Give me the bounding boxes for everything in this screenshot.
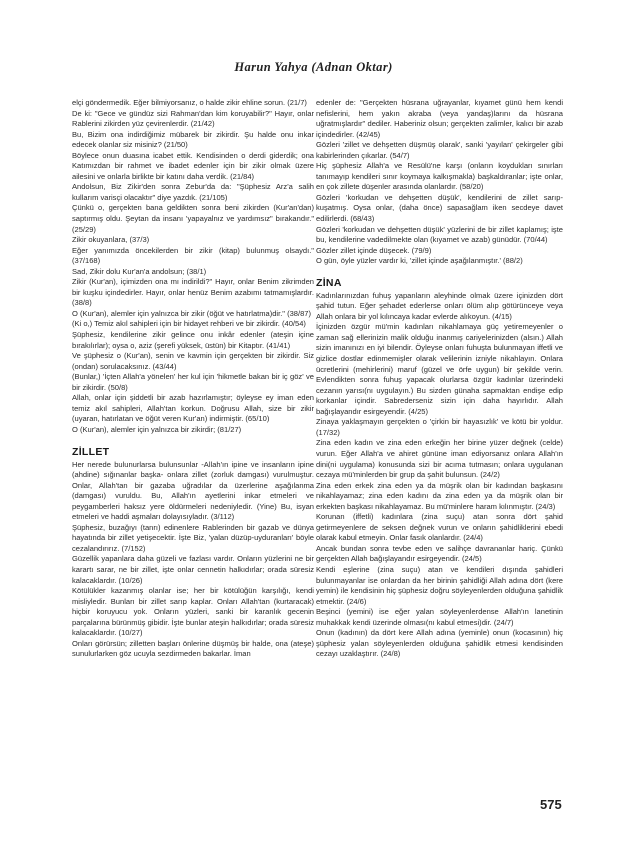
verse-paragraph: Gözler zillet içinde düşecek. (79/9)	[316, 245, 432, 255]
verse-paragraph: Onları görürsün; zilletten başları önlerine düşmüş bir halde, ona (ateşe) sunulurlarken göz ucuyla sezdirmeden bakarlar. İman	[72, 638, 314, 659]
verse-paragraph: Zina eden erkek zina eden ya da müşrik olan bir kadından başkasını nikahlayamaz; zina eden kadını da zina eden ya da müşrik olan bir erkekten başkası nikahlayamaz. Bu mü'minlere haram kılınmıştır. (24/3)	[316, 480, 563, 511]
zina-verses	[316, 291, 563, 660]
verse-paragraph: Allah, onlar için şiddetli bir azab hazırlamıştır; öyleyse ey iman eden temiz akıl sahipleri, Allah'tan korkun. Doğrusu Allah, size bir zikir (uyaran, hatırlatan ve öğüt veren Kur'an) indirmiştir. (65/10)	[72, 393, 314, 424]
verse-paragraph: Beşinci (yemini) ise eğer yalan söyleyenlerdense Allah'ın lanetinin muhakkak kendi üzerinde olması(nı kabul etmesi)dir. (24/7)	[316, 607, 563, 627]
zikir-verses	[72, 98, 314, 436]
verse-paragraph: Gözleri 'zillet ve dehşetten düşmüş olarak', sanki 'yayılan' çekirgeler gibi kabirlerinden çıkarlar. (54/7)	[316, 140, 563, 160]
left-column	[72, 98, 314, 660]
verse-paragraph: İçinizden özgür mü'min kadınları nikahlamaya güç yetiremeyenler o zaman sağ ellerinizin malik olduğu inanmış cariyelerinizden (alsın.) Allah sizin imanınızı en iyi bilendir. Öyleyse onları fuhuşta bulunmayan iffetli ve gizlice dostlar edinmemişler olarak velilerinin izniyle nikahlayın. Onlara ücretlerini (mehirlerini) maruf (güzel ve örfe uygun) bir şekilde verin. Evlendikten sonra fuhuş yapacak olurlarsa özgür kadınlar üzerindeki cezanın yarısı(nı uygulayın.) Bu sizden günaha sapmaktan endişe edip korkanlar içindir. Sabrederseniz sizin için daha hayırlıdır. Allah bağışlayandır esirgeyendir. (4/25)	[316, 322, 563, 416]
verse-paragraph: Her nerede bulunurlarsa bulunsunlar -Allah'ın ipine ve insanların ipine (ahdine) sığınanlar başka- onlara zillet (zorluk damgası) vurulmuştur. Onlar, Allah'tan bir gazaba uğradılar da üzerlerine aşağılanma (damgası) vuruldu. Bu, Allah'ın ayetlerini inkar etmeleri ve peygamberleri haksız yere öldürmeleri nedeniyledir. (Yine) Bu, isyan etmeleri ve haddi aşmaları dolayısıyladır. (3/112)	[72, 459, 314, 522]
verse-paragraph: Kötülükler kazanmış olanlar ise; her bir kötülüğün karşılığı, kendi misliyledir. Bunları bir zillet sarıp kaplar. Onları Allah'tan (kurtaracak) hiçbir koruyucu yok. Onların yüzleri, sanki bir karanlık gecenin parçalarına bürünmüş gibidir. İşte bunlar ateşin halkıdırlar; orada süresiz kalacaklardır. (10/27)	[72, 586, 314, 638]
verse-paragraph: Güzellik yapanlara daha güzeli ve fazlası vardır. Onların yüzlerini ne bir karartı sarar, ne bir zillet, işte onlar cennetin halkıdırlar; orada süresiz kalacaklardır. (10/26)	[72, 554, 314, 585]
page-number: 575	[540, 797, 562, 812]
verse-paragraph: Ancak bundan sonra tevbe eden ve salihçe davrananlar hariç. Çünkü gerçekten Allah bağışlayandır esirgeyendir. (24/5)	[316, 543, 563, 564]
verse-paragraph: Gözleri 'korkudan ve dehşetten düşük' yüzlerini de bir zillet kaplamış; işte bu, kendilerine vadedilmekte olan (kıyamet ve azab) günüdür. (70/44)	[316, 224, 563, 245]
verse-paragraph: (Ki o,) Temiz akıl sahipleri için bir hidayet rehberi ve bir zikirdir. (40/54)	[72, 319, 306, 329]
verse-paragraph: Sad, Zikir dolu Kur'an'a andolsun; (38/1)	[72, 266, 207, 276]
verse-paragraph: Bu, Bizim ona indirdiğimiz mübarek bir zikirdir. Şu halde onu inkar edecek olanlar siz misiniz? (21/50)	[72, 129, 314, 150]
verse-paragraph: Şüphesiz, kendilerine zikir gelince onu inkâr edenler (ateşin içine bırakılırlar); oysa o, aziz (şerefi yüksek, üstün) bir Kitaptır. (41/41)	[72, 330, 314, 350]
section-heading-zillet: ZİLLET	[72, 445, 110, 458]
running-header: Harun Yahya (Adnan Oktar)	[234, 60, 393, 74]
verse-paragraph: O (Kur'an), alemler için yalnızca bir zikirdir; (81/27)	[72, 424, 242, 434]
verse-paragraph: Kendi eşlerine (zina suçu) atan ve kendileri dışında şahidleri bulunmayanlar ise onlardan da her birinin şahidliği Allah adına dört (kere yemin) ile kendisinin hiç şüphesiz doğru söyleyenlerden olduğuna şahidlik etmektir. (24/6)	[316, 564, 563, 606]
zillet-verses-continued	[316, 98, 563, 267]
verse-paragraph: Böylece onun duasına icabet ettik. Kendisinden o derdi giderdik; ona Katımızdan bir rahmet ve ibadet edenler için bir zikir olmak üzere ailesini ve onlarla birlikte bir katını daha verdik. (21/84)	[72, 150, 314, 181]
verse-paragraph: O (Kur'an), alemler için yalnızca bir zikir (öğüt ve hatırlatma)dir." (38/87)	[72, 308, 311, 318]
verse-paragraph: Zikir okuyanlara, (37/3)	[72, 235, 150, 245]
verse-paragraph: Gözleri 'korkudan ve dehşetten düşük', kendilerini de zillet sarıp-kuşatmış. Oysa onlar, (daha önce) sapasağlam iken secdeye davet edilirlerdi. (68/43)	[316, 192, 563, 224]
zillet-verses	[72, 460, 314, 660]
verse-paragraph: Korunan (iffetli) kadınlara (zina suçu) atan sonra dört şahid getirmeyenlere de seksen değnek vurun ve onların şahidliklerini ebedi olarak kabul etmeyin. Onlar fasık olanlardır. (24/4)	[316, 512, 563, 543]
verse-paragraph: De ki: "Gece ve gündüz sizi Rahman'dan kim koruyabilir?" Hayır, onlar Rablerini zikirden yüz çevirenlerdir. (21/42)	[72, 108, 314, 129]
verse-paragraph: Onun (kadının) da dört kere Allah adına (yeminle) onun (kocasının) hiç şüphesiz yalan söyleyenlerden olduğuna şahidlik etmesi kendisinden cezayı uzaklaştırır. (24/8)	[316, 628, 563, 659]
verse-paragraph: Andolsun, Biz Zikir'den sonra Zebur'da da: "Şüphesiz Arz'a salih kullarım varisçi olacaktır" diye yazdık. (21/105)	[72, 182, 314, 202]
verse-paragraph: edenler de: "Gerçekten hüsrana uğrayanlar, kıyamet günü hem kendi nefislerini, hem yakın akraba (veya yandaş)larını da hüsrana uğratmışlardır" dediler. Haberiniz olsun; gerçekten zalimler, kalıcı bir azab içindedirler. (42/45)	[316, 98, 563, 139]
verse-paragraph: (Bunlar,) 'İçten Allah'a yönelen' her kul için 'hikmetle bakan bir iç göz' ve bir zikirdir. (50/8)	[72, 372, 314, 392]
verse-paragraph: Şüphesiz, buzağıyı (tanrı) edinenlere Rablerinden bir gazab ve dünya hayatında bir zillet yetişecektir. İşte Biz, 'yalan düzüp-uyduranları' böyle cezalandırırız. (7/152)	[72, 522, 314, 553]
verse-paragraph: Zinaya yaklaşmayın gerçekten o 'çirkin bir hayasızlık' ve kötü bir yoldur. (17/32)	[316, 417, 563, 437]
right-column	[316, 98, 563, 660]
verse-paragraph: elçi göndermedik. Eğer bilmiyorsanız, o halde zikir ehline sorun. (21/7)	[72, 98, 307, 107]
verse-paragraph: Hiç şüphesiz Allah'a ve Resülü'ne karşı (onların koydukları sınırları tanımayıp kendileri sınır koymaya kalkışmakla) başkaldıranlar; işte onlar, en çok zillete düşenler arasında olanlardır. (58/20)	[316, 161, 563, 192]
verse-paragraph: Ve şüphesiz o (Kur'an), senin ve kavmin için gerçekten bir zikirdir. Siz (ondan) sorulacaksınız. (43/44)	[72, 351, 314, 371]
verse-paragraph: Zina eden kadın ve zina eden erkeğin her birine yüzer değnek (celde) vurun. Eğer Allah'a ve ahiret gününe iman ediyorsanız onlara Allah'ın dini(ni uygulama) konusunda sizi bir acıma tutmasın; onlara uygulanan cezaya mü'minlerden bir grup da şahit bulunsun. (24/2)	[316, 438, 563, 480]
verse-paragraph: Kadınlarınızdan fuhuş yapanların aleyhinde olmak üzere içinizden dört şahid tutun. Eğer şehadet ederlerse onları ölüm alıp götürünceye veya Allah onlara bir yol kılıncaya kadar evlerde alıkoyun. (4/15)	[316, 290, 563, 321]
verse-paragraph: Eğer yanımızda öncekilerden bir zikir (kitap) bulunmuş olsaydı." (37/168)	[72, 245, 314, 266]
section-heading-zina: ZİNA	[316, 276, 342, 289]
verse-paragraph: O gün, öyle yüzler vardır ki, 'zillet içinde aşağılanmıştır.' (88/2)	[316, 256, 523, 266]
verse-paragraph: Zikir (Kur'an), içimizden ona mı indirildi?" Hayır, onlar Benim zikrimden bir kuşku içindedirler. Hayır, onlar henüz Benim azabımı tatmamışlardır. (38/8)	[72, 277, 314, 308]
verse-paragraph: Çünkü o, gerçekten bana geldikten sonra beni zikirden (Kur'an'dan) saptırmış oldu. Şeytan da insanı 'yapayalnız ve yardımsız" bırakandır." (25/29)	[72, 203, 314, 234]
